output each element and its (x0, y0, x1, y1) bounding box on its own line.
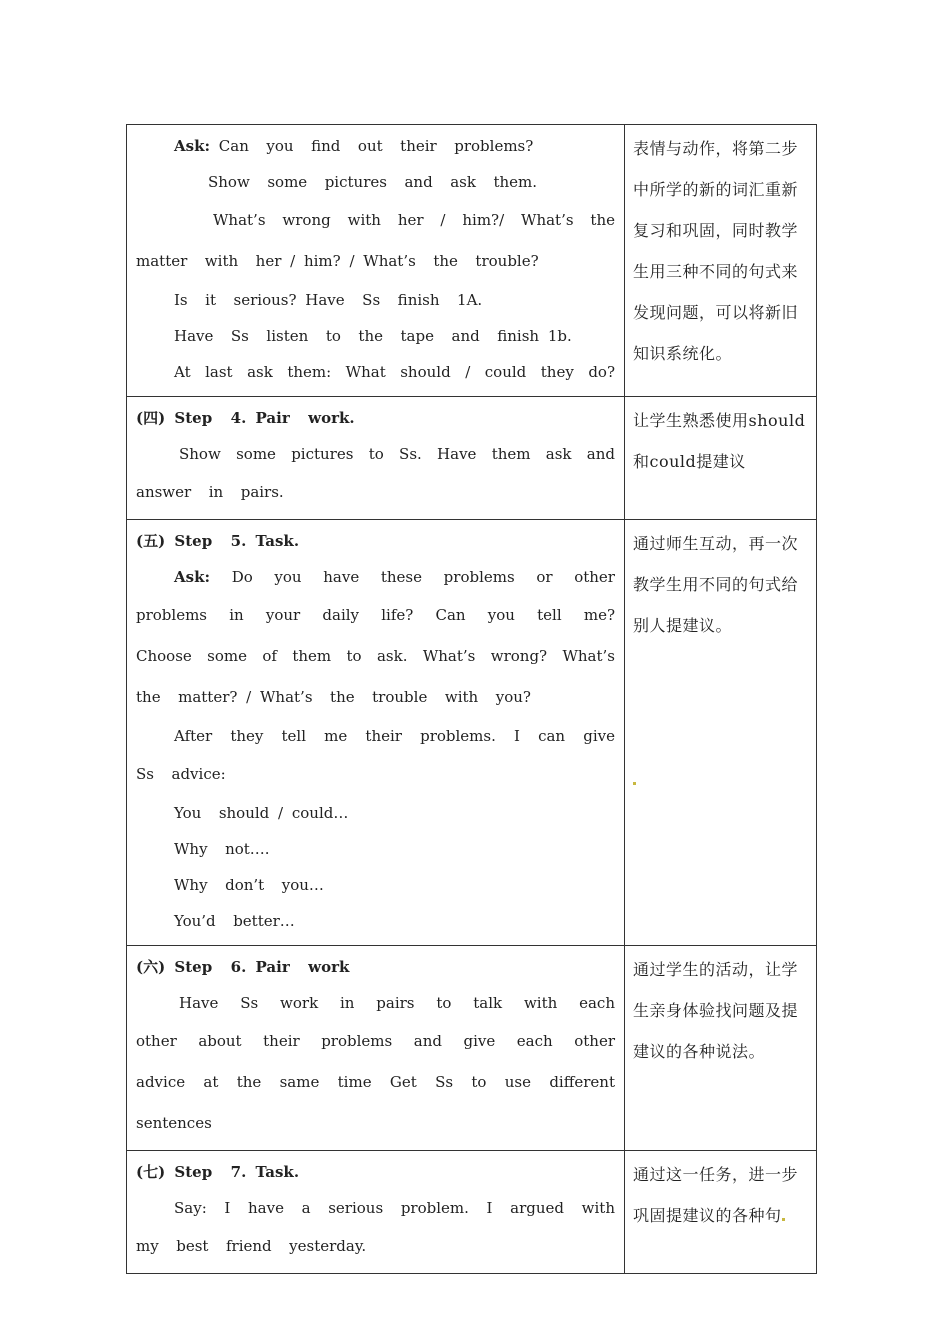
text-line: What’s wrong with her / him?/ What’s the (213, 211, 615, 229)
text-line: After they tell me their problems. I can give (174, 727, 615, 745)
text-line: Show some pictures and ask them. (208, 173, 538, 191)
text-line: At last ask them: What should / could they do? (174, 363, 615, 381)
purpose-text: 通过师生互动，再一次教学生用不同的句式给别人提建议。 (633, 534, 799, 635)
purpose-text: 表情与动作，将第二步中所学的新的词汇重新复习和巩固，同时教学生用三种不同的句式来发现问题，可以将新旧知识系统化。 (633, 139, 799, 363)
stray-mark (782, 1218, 785, 1221)
table-row (127, 1151, 817, 1274)
text-line: Ask: Do you have these problems or other (174, 568, 615, 586)
step-heading: (四) Step 4. Pair work. (136, 409, 355, 427)
step-heading: (七) Step 7. Task. (136, 1163, 300, 1181)
purpose-cell (625, 125, 817, 397)
teaching-steps-cell (127, 1151, 625, 1274)
text-line: Say: I have a serious problem. I argued with (174, 1199, 615, 1217)
text-line: answer in pairs. (136, 483, 284, 501)
text-line: Why don’t you… (174, 876, 324, 894)
purpose-cell (625, 1151, 817, 1274)
teaching-steps-cell (127, 397, 625, 520)
teaching-steps-cell (127, 125, 625, 397)
purpose-text: 让学生熟悉使用should和could提建议 (633, 411, 806, 471)
text-line: Show some pictures to Ss. Have them ask and (179, 445, 615, 463)
purpose-cell (625, 946, 817, 1151)
text-line: Ask: Can you find out their problems? (174, 137, 534, 155)
text-line: the matter? / What’s the trouble with you? (136, 688, 531, 706)
table-row (127, 397, 817, 520)
text-line: Have Ss work in pairs to talk with each (179, 994, 615, 1012)
text-line: matter with her / him? / What’s the trouble? (136, 252, 539, 270)
text-line: Ss advice: (136, 765, 226, 783)
purpose-cell (625, 520, 817, 946)
stray-mark (633, 782, 636, 785)
teaching-steps-cell (127, 520, 625, 946)
text-line: sentences (136, 1114, 212, 1132)
purpose-text: 通过这一任务，进一步巩固提建议的各种句 (633, 1165, 799, 1225)
text-line: my best friend yesterday. (136, 1237, 367, 1255)
text-line: other about their problems and give each other (136, 1032, 615, 1050)
text-line: You should / could… (174, 804, 349, 822)
text-line: Choose some of them to ask. What’s wrong? What’s (136, 647, 615, 665)
purpose-cell (625, 397, 817, 520)
step-heading: (六) Step 6. Pair work (136, 958, 350, 976)
table-row (127, 125, 817, 397)
text-line: problems in your daily life? Can you tell me? (136, 606, 615, 624)
lesson-plan-table (126, 124, 817, 1274)
purpose-text: 通过学生的活动，让学生亲身体验找问题及提建议的各种说法。 (633, 960, 799, 1061)
text-line: You’d better… (174, 912, 295, 930)
table-row (127, 520, 817, 946)
step-heading: (五) Step 5. Task. (136, 532, 300, 550)
table-row (127, 946, 817, 1151)
teaching-steps-cell (127, 946, 625, 1151)
text-line: Is it serious? Have Ss finish 1A. (174, 291, 483, 309)
text-line: Why not…. (174, 840, 270, 858)
text-line: advice at the same time Get Ss to use different (136, 1073, 615, 1091)
text-line: Have Ss listen to the tape and finish 1b. (174, 327, 572, 345)
